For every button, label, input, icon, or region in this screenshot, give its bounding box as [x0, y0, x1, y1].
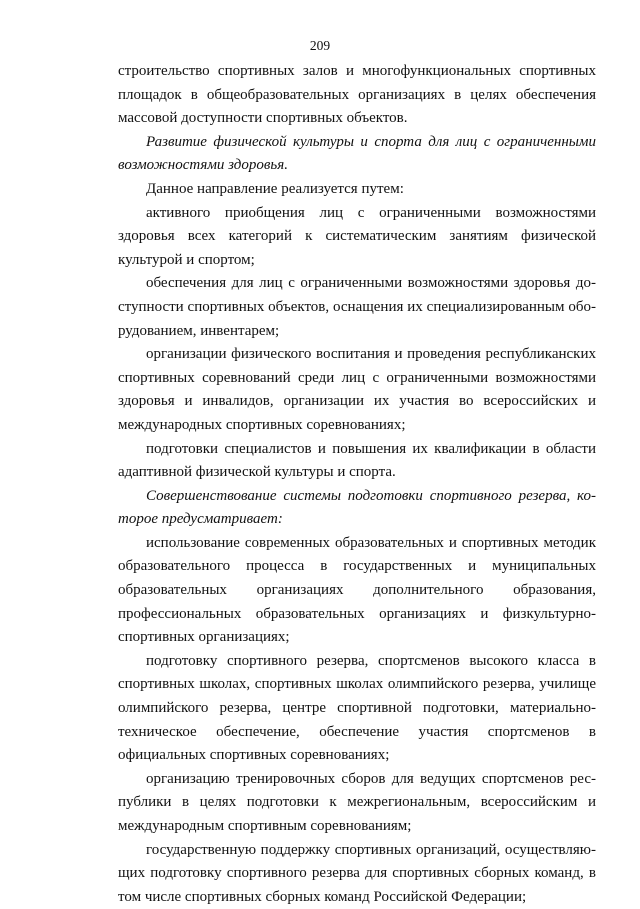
page-number: 209 — [309, 38, 331, 53]
paragraph-continuation: строительство спортивных залов и многофункциональных спортивных площадок в общеобразовательных организациях в целях обеспечения массовой доступности спортивных объектов. — [118, 63, 596, 127]
list-item: организации физического воспитания и проведения республиканских спортивных соревнований среди лиц с ограниченными возможностями здоровья и инвалидов, организации их участия во всероссийских и международных спортивных соревнованиях; — [118, 346, 596, 433]
list-item: государственную поддержку спортивных организаций, осуществляющих подготовку спортивного резерва для спортивных сборных команд, в том числе спортивных сборных команд Российской Федерации; — [118, 841, 596, 905]
list-item: организацию тренировочных сборов для ведущих спортсменов республики в целях подготовки к межрегиональным, всероссийским и международным спортивным соревнованиям; — [118, 770, 596, 834]
section-heading-adaptive-sport: Развитие физической культуры и спорта для лиц с ограниченными возможностями здоровья. — [118, 133, 596, 174]
body-text — [118, 60, 596, 909]
paragraph-intro: Данное направление реализуется путем: — [146, 180, 404, 197]
section-heading-sport-reserve: Совершенствование системы подготовки спортивного резерва, которое предусматривает: — [118, 487, 596, 528]
list-item: подготовки специалистов и повышения их квалификации в области адаптивной физической культуры и спорта. — [118, 440, 596, 481]
list-item: использование современных образовательных и спортивных методик образовательного процесса в государственных и муниципальных образовательных организациях дополнительного образования, профессиональных образовательных организациях и физкультурно-спортивных организациях; — [118, 534, 596, 646]
list-item: обеспечения для лиц с ограниченными возможностями здоровья доступности спортивных объектов, оснащения их специализированным оборудованием, инвентарем; — [118, 275, 596, 339]
list-item: активного приобщения лиц с ограниченными возможностями здоровья всех категорий к систематическим занятиям физической культурой и спортом; — [118, 204, 596, 268]
list-item: подготовку спортивного резерва, спортсменов высокого класса в спортивных школах, спортивных школах олимпийского резерва, училище олимпийского резерва, центре спортивной подготовки, материально-техническое обеспечение, обеспечение участия спортсменов в официальных спортивных соревнованиях; — [118, 652, 596, 764]
